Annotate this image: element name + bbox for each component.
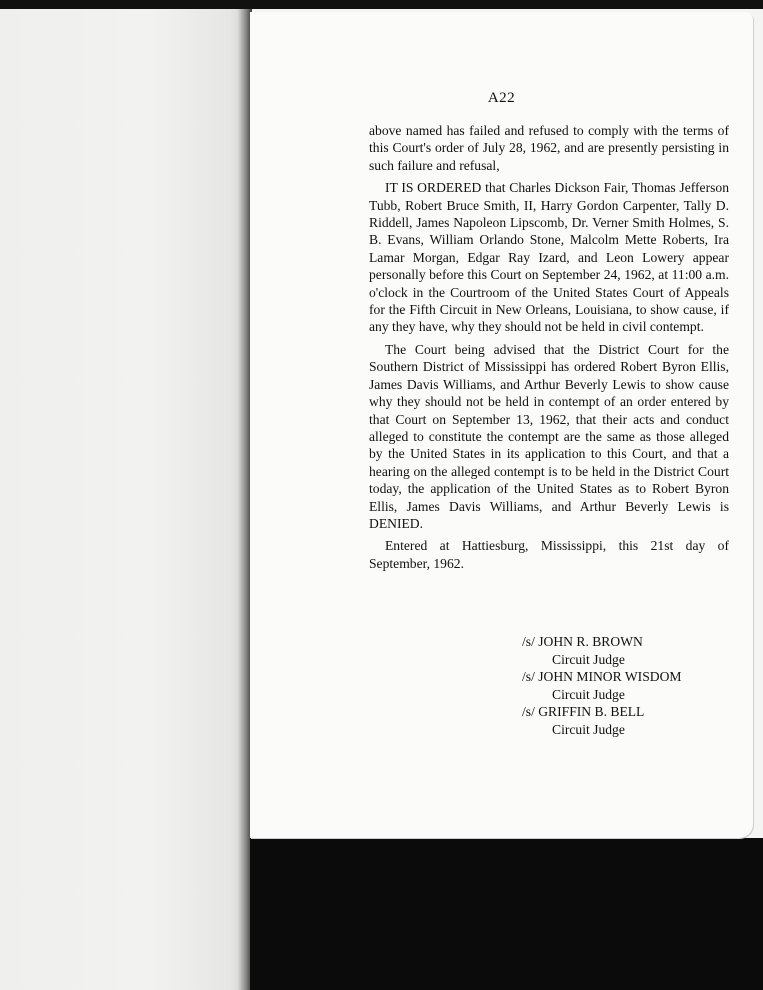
signature-title: Circuit Judge [552,686,625,702]
paragraph-continuation: above named has failed and refused to comply with the terms of this Court's order of July 28, 1962, and are presently persisting in such failure and refusal, [369,123,729,173]
signature-title: Circuit Judge [552,651,625,667]
scan-left-margin [0,0,250,990]
page-number: A22 [487,90,516,106]
order-body [369,122,729,577]
signature-line: /s/ GRIFFIN B. BELL [522,704,645,720]
paragraph-denial: The Court being advised that the District Court for the Southern District of Mississippi has ordered Robert Byron Ellis, James Davis Williams, and Arthur Beverly Lewis to show cause why they should not be held in contempt of an order entered by that Court on September 13, 1962, that their acts and conduct alleged to constitute the contempt are the same as those alleged by the United States in its application to this Court, and that a hearing on the alleged contempt is to be held in the District Court today, the application of the United States as to Robert Byron Ellis, James Davis Williams, and Arthur Beverly Lewis is DENIED. [369,341,729,531]
signature-block [522,633,742,739]
signature-line: /s/ JOHN R. BROWN [522,634,643,649]
paragraph-order: IT IS ORDERED that Charles Dickson Fair, Thomas Jefferson Tubb, Robert Bruce Smith, II, Harry Gordon Carpenter, Tally D. Riddell, James Napoleon Lipscomb, Dr. Verner Smith Holmes, S. B. Evans, William Orlando Stone, Malcolm Mette Roberts, Ira Lamar Morgan, Edgar Ray Izard, and Leon Lowery appear personally before this Court on September 24, 1962, at 11:00 a.m. o'clock in the Courtroom of the United States Court of Appeals for the Fifth Circuit in New Orleans, Louisiana, to show cause, if any they have, why they should not be held in civil contempt. [369,180,729,335]
scan-bottom-shadow [250,838,763,990]
paragraph-entered: Entered at Hattiesburg, Mississippi, this 21st day of September, 1962. [369,538,729,571]
signature-line: /s/ JOHN MINOR WISDOM [522,669,682,685]
scan-top-edge [0,0,763,9]
signature-title: Circuit Judge [552,721,625,737]
